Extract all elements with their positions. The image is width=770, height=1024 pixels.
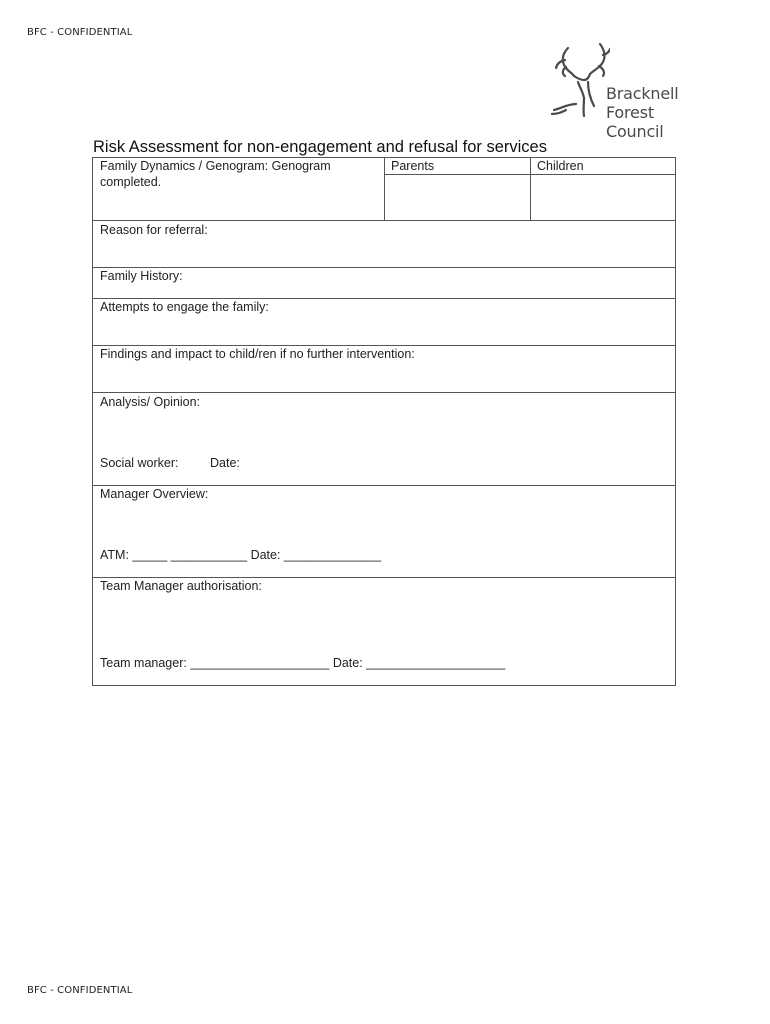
reason-for-referral-label: Reason for referral: xyxy=(100,223,208,237)
family-history-row[interactable] xyxy=(93,267,675,299)
findings-row[interactable] xyxy=(93,345,675,393)
attempts-to-engage-row[interactable] xyxy=(93,298,675,346)
logo-text-line2: Forest xyxy=(606,103,654,122)
parents-header: Parents xyxy=(391,159,435,173)
team-manager-authorisation-row[interactable] xyxy=(93,577,675,686)
manager-overview-label: Manager Overview: xyxy=(100,487,209,501)
logo-text-line3: Council xyxy=(606,122,664,141)
atm-signature-line: ATM: _____ ___________ Date: ______________ xyxy=(100,548,382,562)
analysis-label: Analysis/ Opinion: xyxy=(100,395,201,409)
analysis-row[interactable] xyxy=(93,392,675,486)
social-worker-date-label: Date: xyxy=(210,456,240,470)
children-header: Children xyxy=(537,159,584,173)
social-worker-label: Social worker: xyxy=(100,456,179,470)
family-dynamics-row xyxy=(93,158,675,220)
bracknell-forest-council-logo xyxy=(548,40,688,140)
findings-label: Findings and impact to child/ren if no further intervention: xyxy=(100,347,415,361)
team-manager-signature-line: Team manager: ____________________ Date: ____________________ xyxy=(100,656,506,670)
reason-for-referral-row[interactable] xyxy=(93,220,675,268)
manager-overview-row[interactable] xyxy=(93,485,675,578)
confidential-header: BFC - CONFIDENTIAL xyxy=(27,27,133,38)
children-input-cell[interactable] xyxy=(531,175,675,219)
logo-text-line1: Bracknell xyxy=(606,84,679,103)
document-title: Risk Assessment for non-engagement and refusal for services xyxy=(93,138,547,156)
team-manager-authorisation-label: Team Manager authorisation: xyxy=(100,579,262,593)
parents-input-cell[interactable] xyxy=(385,175,529,219)
attempts-to-engage-label: Attempts to engage the family: xyxy=(100,300,269,314)
family-dynamics-label-cont: completed. xyxy=(100,175,162,189)
confidential-footer: BFC - CONFIDENTIAL xyxy=(27,985,133,996)
risk-assessment-form xyxy=(92,157,676,686)
stag-icon xyxy=(548,40,610,120)
family-dynamics-label: Family Dynamics / Genogram: Genogram xyxy=(100,159,331,173)
family-history-label: Family History: xyxy=(100,269,183,283)
